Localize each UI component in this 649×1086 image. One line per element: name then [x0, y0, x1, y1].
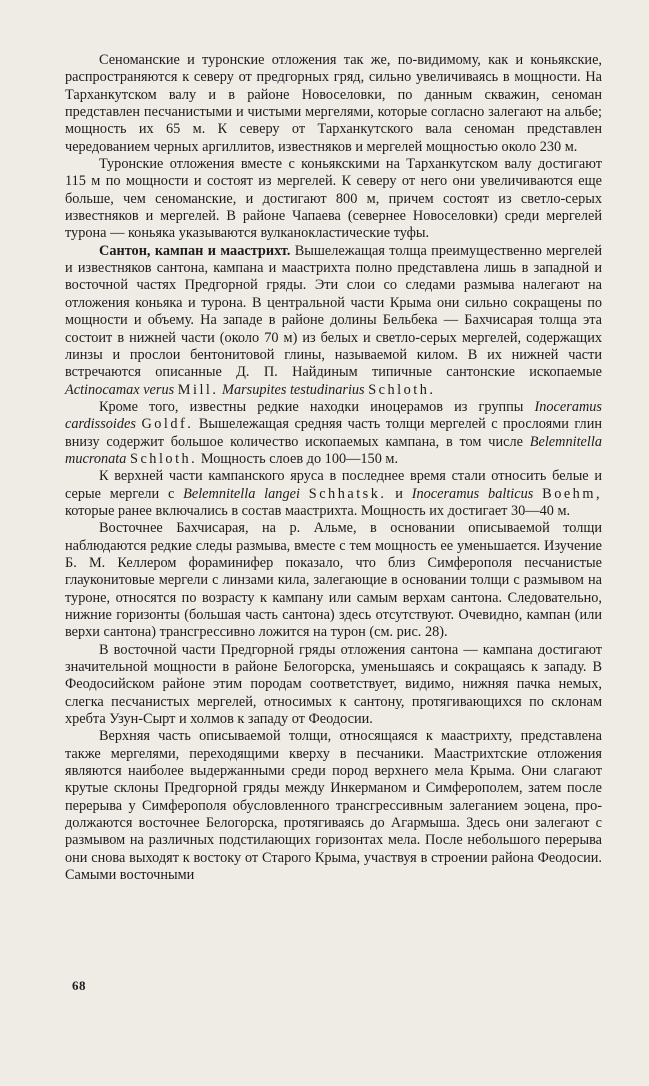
author-name: Schloth. — [368, 381, 436, 398]
paragraph — [65, 399, 602, 468]
text-run: К верхней части кампанского яруса в последнее время стали относить белые и серые мергели с — [65, 468, 602, 502]
text-run: которые ранее включались в состав маастрихта. Мощность их достигает 30—40 м. — [65, 502, 571, 519]
paragraph — [65, 156, 602, 243]
text-run: Туронские отложения вместе с коньякскими на Тарханкутском валу достигают 115 м по мощности и состоят из мергелей. К северу от него они увеличиваются еще больше, чем сеноманские, и достигают 800 м, причем состоят из светло-серых известняков и мергелей. В районе Чапаева (севернее Новоселовки) среди мергелей турона — коньяка указываются вулканокластические туфы. — [65, 156, 602, 242]
author-name: Boehm, — [542, 485, 603, 502]
text-run: Восточнее Бахчисарая, на р. Альме, в основании описываемой толщи наблюдаются редкие следы размыва, вместе с тем мощность ее уменьшается. Изучение Б. М. Келлером фораминифер показало, что близ Симферополя песчанистые глауконитовые мергели с линзами кила, залегающие в основании толщи с размывом на туроне, относятся по возрасту к кампану или самым верхам сантона. Следовательно, нижние горизонты (большая часть сантона) здесь отсутствуют. Очевидно, кампан (или верхи сантона) трансгрессивно ложится на турон (см. рис. 28). — [65, 520, 602, 641]
paragraph — [65, 52, 602, 156]
taxon-name: Belemnitella mucronata — [65, 433, 602, 467]
taxon-name: Inoceramus cardissoides — [65, 398, 602, 433]
text-run: В восточной части Предгорной гряды отложения сантона — кампана достигают значительной мощности в районе Белогорска, уменьшаясь и сокращаясь к западу. В Феодосийском районе этим породам соответствует, видимо, нижняя пачка немых, слегка песчанистых мергелей, относимых к сантону, протягивающихся по склонам хребта Узун-Сырт и холмов к западу от Феодосии. — [65, 641, 602, 728]
text-run: Мощность слоев до 100—150 м. — [197, 450, 399, 467]
taxon-name: Belemnitella langei — [183, 485, 300, 502]
taxon-name: Inoceramus balticus — [411, 485, 534, 502]
author-name: Goldf. — [141, 416, 194, 433]
taxon-name: Marsupites testudinarius — [222, 381, 365, 398]
body-text — [65, 52, 602, 885]
author-name: Schhatsk. — [308, 485, 387, 502]
paragraph — [65, 642, 602, 729]
author-name: Schloth. — [130, 450, 198, 467]
section-heading: Сантон, кампан и маастрихт. — [99, 242, 291, 259]
text-run — [533, 486, 542, 502]
paragraph — [65, 468, 602, 520]
text-run: и — [386, 485, 412, 502]
page-number: 68 — [72, 978, 86, 993]
paragraph — [65, 520, 602, 641]
text-run: Сеноманские и туронские отложения так же, по-видимому, как и коньякские, распространяются к северу от предгорных гряд, сильно увеличиваясь в мощности. На Тарханкутском валу и в районе Новоселовки, по данным скважин, сеноман представлен песчанистыми и чистыми мергелями, которые согласно залегают на альбе; мощность их 65 м. К северу от Тарханкутского вала сеноман представлен чередованием черных аргиллитов, известняков и мергелей мощностью около 230 м. — [65, 52, 602, 155]
text-run — [300, 486, 309, 502]
author-name: Mill. — [177, 381, 219, 398]
text-run: Верхняя часть описываемой толщи, относящаяся к маастрихту, представлена также мергелями, переходящими кверху в песчаники. Маастрихтские отложения являются наиболее выдержанными среди пород верхнего мела Крыма. Они слагают крутые склоны Предгорной гряды между Инкерманом и Симферополем, затем после перерыва у Симферополя обусловленного трансгрессивным залеганием эоцена, продолжаются восточнее Белогорска, протягиваясь до Агармыша. Здесь они залегают с размывом на различных подстилающих горизонтах мела. После небольшого перерыва они снова выходят к востоку от Старого Крыма, участвуя в строении района Феодосии. Самыми восточными — [65, 728, 602, 884]
text-run: Вышележащая толща преимущественно мергелей и известняков сантона, кампана и маастрихта полно представлена лишь в западной и восточной частях Предгорной гряды. Эти слои со следами размыва налегают на отложения коньяка и турона. В центральной части Крыма они сильно сокращены по мощности и объему. На западе в районе долины Бельбека — Бахчисарая толща эта состоит в нижней части (около 70 м) из белых и светло-серых мергелей, содержащих линзы и прослои бентонитовой глины, называемой килом. В их нижней части встречаются описанные Д. П. Найдиным типичные сантонские ископаемые — [65, 242, 602, 381]
paragraph — [65, 728, 602, 884]
text-run: Кроме того, известны редкие находки иноцерамов из группы — [99, 398, 535, 415]
paragraph — [65, 243, 602, 399]
taxon-name: Actinocamax verus — [65, 381, 175, 398]
text-run: Вышележащая средняя часть толщи мергелей с прослоями глин внизу содержит большое количество ископаемых кампана, в том числе — [65, 416, 602, 450]
